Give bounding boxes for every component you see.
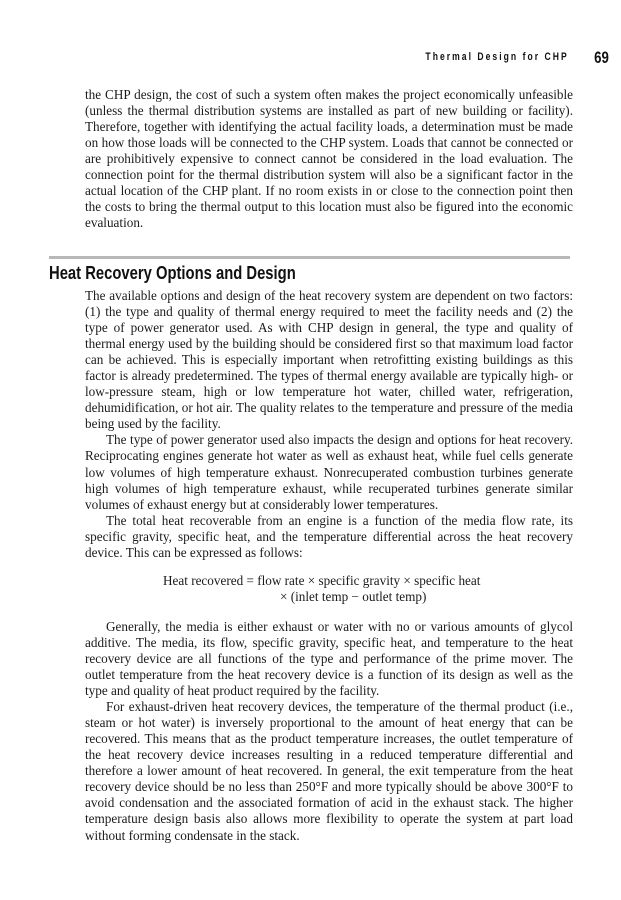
paragraph: The total heat recoverable from an engine is a function of the media flow rate, its specific gravity, specific heat, and the temperature differential across the heat recovery device. This can be expressed as follows: [85, 512, 573, 560]
equation-line-1: Heat recovered = flow rate × specific gravity × specific heat [163, 572, 481, 588]
paragraph: The available options and design of the heat recovery system are dependent on two factors: (1) the type and quality of thermal energy required to meet the facility needs and (2) the type of power generator used. As with CHP design in general, the type and quality of thermal energy used by the building should be considered first so that maximum load factor can be achieved. This is especially important when retrofitting existing buildings as this factor is already predetermined. The types of thermal energy available are typically high- or low-pressure steam, high or low temperature hot water, chilled water, refrigeration, dehumidification, or hot air. The quality relates to the temperature and pressure of the media being used by the facility. [85, 288, 573, 432]
running-title: Thermal Design for CHP [425, 51, 569, 63]
equation [85, 573, 573, 605]
page-number: 69 [594, 48, 609, 67]
equation-line-2: × (inlet temp − outlet temp) [280, 588, 427, 604]
running-header [0, 50, 621, 70]
section-body [85, 288, 573, 844]
paragraph: The type of power generator used also impacts the design and options for heat recovery. Reciprocating engines generate hot water as well as exhaust heat, while fuel cells generate low volumes of high temperature exhaust. Nonrecuperated combustion turbines generate high volumes of high temperature exhaust, while recuperated turbines generate similar volumes of exhaust energy but at considerably lower temperatures. [85, 432, 573, 512]
section-heading: Heat Recovery Options and Design [49, 262, 296, 283]
section-divider [49, 256, 570, 259]
intro-text [85, 87, 573, 231]
paragraph: For exhaust-driven heat recovery devices, the temperature of the thermal product (i.e., steam or hot water) is inversely proportional to the amount of heat energy that can be recovered. This means that as the product temperature increases, the outlet temperature of the heat recovery device increases resulting in a reduced temperature differential and therefore a lower amount of heat recovered. In general, the exit temperature from the heat recovery device should be no less than 250°F and more typically should be above 300°F to avoid condensation and the associated formation of acid in the exhaust stack. The higher temperature design basis also allows more flexibility to operate the system at part load without forming condensate in the stack. [85, 699, 573, 843]
paragraph: the CHP design, the cost of such a system often makes the project economically unfeasible (unless the thermal distribution systems are installed as part of new building or facility). Therefore, together with identifying the actual facility loads, a determination must be made on how those loads will be connected to the CHP system. Loads that cannot be connected or are prohibitively expensive to connect cannot be considered in the load evaluation. The connection point for the thermal distribution system will also be a significant factor in the actual location of the CHP plant. If no room exists in or close to the connection point then the costs to bring the thermal output to this location must also be figured into the economic evaluation. [85, 87, 573, 231]
paragraph: Generally, the media is either exhaust or water with no or various amounts of glycol additive. The media, its flow, specific gravity, specific heat, and temperature to the heat recovery device are all functions of the type and performance of the prime mover. The outlet temperature from the heat recovery device is a function of its design as well as the type and quality of heat product required by the facility. [85, 618, 573, 699]
